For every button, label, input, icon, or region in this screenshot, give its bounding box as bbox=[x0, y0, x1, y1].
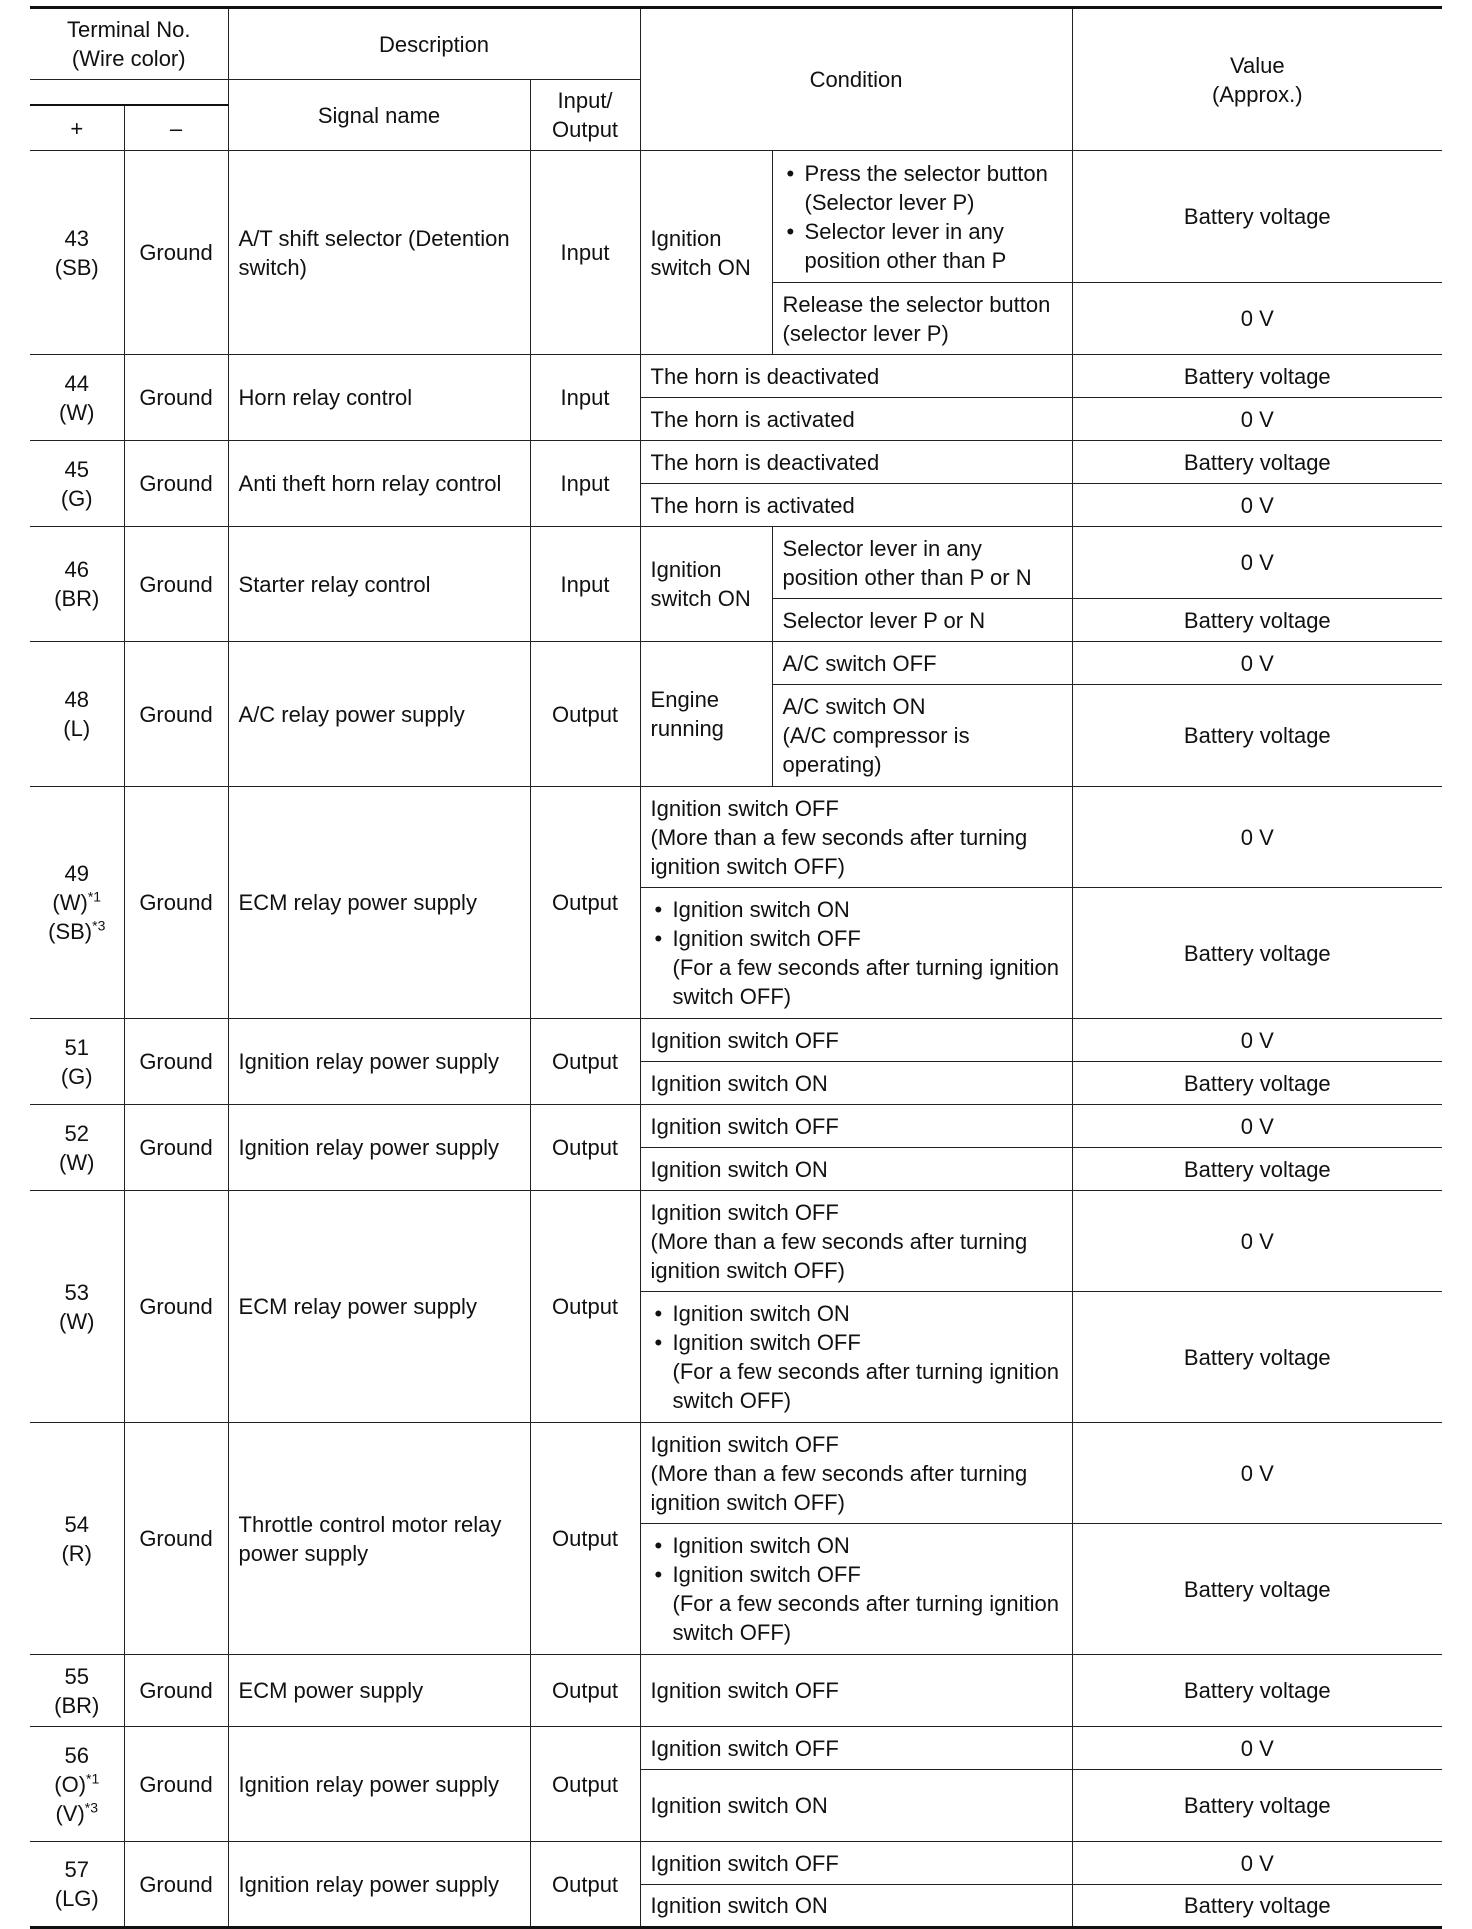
condition-cell bbox=[772, 685, 1072, 787]
terminal-number: 51 bbox=[64, 1034, 89, 1060]
value-cell: Battery voltage bbox=[1072, 1524, 1442, 1655]
terminal-number: 52 bbox=[64, 1120, 89, 1146]
condition-cell: Ignition switch ON bbox=[640, 1148, 1072, 1191]
bullet-item: • Ignition switch ON bbox=[651, 895, 1062, 924]
condition-subnote: (For a few seconds after turning ignition switch OFF) bbox=[672, 955, 1059, 1009]
value-cell: 0 V bbox=[1072, 283, 1442, 355]
condition-line: Ignition switch OFF bbox=[650, 1431, 839, 1457]
approx-label: (Approx.) bbox=[1212, 81, 1303, 107]
wire-color: (G) bbox=[60, 1063, 93, 1089]
terminal-cell bbox=[30, 441, 124, 527]
footnote-mark: *3 bbox=[92, 917, 106, 934]
description-header: Description bbox=[228, 8, 640, 80]
io-cell: Input bbox=[530, 441, 640, 527]
table-row bbox=[30, 151, 1442, 283]
condition-bullets bbox=[651, 1299, 1062, 1357]
terminal-cell bbox=[30, 1191, 124, 1423]
condition-cell: Ignition switch ON bbox=[640, 1062, 1072, 1105]
signal-name-cell: A/T shift selector (Detention switch) bbox=[228, 151, 530, 355]
condition-main-cell: Ignition switch ON bbox=[640, 527, 772, 642]
terminal-number: 55 bbox=[64, 1663, 89, 1689]
table-row bbox=[30, 787, 1442, 888]
value-cell: 0 V bbox=[1072, 398, 1442, 441]
value-cell: Battery voltage bbox=[1072, 599, 1442, 642]
terminal-cell bbox=[30, 1655, 124, 1727]
condition-line: (More than a few seconds after turning ignition switch OFF) bbox=[650, 1228, 1028, 1283]
condition-subnote: (For a few seconds after turning ignition switch OFF) bbox=[672, 1591, 1059, 1645]
signal-name-cell: Ignition relay power supply bbox=[228, 1727, 530, 1842]
value-cell: Battery voltage bbox=[1072, 1292, 1442, 1423]
wire-color: (G) bbox=[60, 485, 93, 511]
condition-cell bbox=[772, 151, 1072, 283]
condition-cell bbox=[640, 1524, 1072, 1655]
condition-cell: Ignition switch ON bbox=[640, 1770, 1072, 1842]
footnote-mark: *1 bbox=[87, 888, 102, 905]
condition-cell: Selector lever in any position other than P or N bbox=[772, 527, 1072, 599]
terminal-cell bbox=[30, 787, 124, 1019]
value-cell: Battery voltage bbox=[1072, 888, 1442, 1019]
wire-color: (BR) bbox=[54, 586, 100, 611]
terminal-number: 53 bbox=[64, 1279, 89, 1305]
ground-cell: Ground bbox=[124, 1423, 228, 1655]
io-cell: Input bbox=[530, 151, 640, 355]
condition-bullets bbox=[651, 895, 1062, 953]
table-row bbox=[30, 1423, 1442, 1524]
io-cell: Output bbox=[530, 1655, 640, 1727]
value-cell: Battery voltage bbox=[1072, 151, 1442, 283]
wire-color-2: (V) bbox=[55, 1800, 85, 1826]
wire-color bbox=[40, 1770, 114, 1799]
table-row bbox=[30, 441, 1442, 484]
value-cell: 0 V bbox=[1072, 1105, 1442, 1148]
bullet-item: • Ignition switch ON bbox=[651, 1299, 1062, 1328]
value-cell: 0 V bbox=[1072, 1019, 1442, 1062]
ecm-terminal-table-document bbox=[30, 6, 1442, 1929]
signal-name-cell: Horn relay control bbox=[228, 355, 530, 441]
table-row bbox=[30, 1019, 1442, 1062]
condition-cell: Selector lever P or N bbox=[772, 599, 1072, 642]
wire-color bbox=[40, 888, 114, 917]
terminal-number: 45 bbox=[64, 456, 89, 482]
terminal-number: 49 bbox=[64, 861, 89, 886]
input-output-header: Input/ Output bbox=[530, 80, 640, 151]
value-cell: 0 V bbox=[1072, 527, 1442, 599]
condition-cell: Ignition switch OFF bbox=[640, 1842, 1072, 1885]
wire-color: (W) bbox=[59, 399, 95, 425]
table-row bbox=[30, 1655, 1442, 1727]
wire-color: (L) bbox=[63, 716, 91, 741]
wire-color: (R) bbox=[61, 1540, 93, 1566]
minus-header: – bbox=[124, 105, 228, 150]
signal-name-cell: ECM power supply bbox=[228, 1655, 530, 1727]
io-cell: Output bbox=[530, 642, 640, 787]
condition-cell: The horn is activated bbox=[640, 398, 1072, 441]
wire-color: (SB) bbox=[54, 254, 99, 280]
condition-cell bbox=[640, 787, 1072, 888]
bullet-item: • Selector lever in any position other than P bbox=[783, 217, 1062, 275]
table-row bbox=[30, 1727, 1442, 1770]
io-cell: Output bbox=[530, 1105, 640, 1191]
wire-color bbox=[40, 1799, 114, 1828]
condition-header: Condition bbox=[640, 8, 1072, 151]
condition-bullets bbox=[651, 1531, 1062, 1589]
ground-cell: Ground bbox=[124, 787, 228, 1019]
wire-color: (W) bbox=[59, 1149, 95, 1175]
table-row bbox=[30, 1191, 1442, 1292]
table-row bbox=[30, 355, 1442, 398]
value-cell: 0 V bbox=[1072, 484, 1442, 527]
table-row bbox=[30, 1105, 1442, 1148]
terminal-number: 44 bbox=[64, 370, 89, 396]
wire-color-1: (O) bbox=[54, 1771, 87, 1797]
io-cell: Input bbox=[530, 527, 640, 642]
ground-cell: Ground bbox=[124, 1655, 228, 1727]
terminal-no-label: Terminal No. bbox=[67, 17, 191, 42]
wire-color-label: (Wire color) bbox=[71, 46, 186, 71]
signal-name-cell: Throttle control motor relay power supply bbox=[228, 1423, 530, 1655]
value-header bbox=[1072, 8, 1442, 151]
terminal-cell bbox=[30, 642, 124, 787]
ground-cell: Ground bbox=[124, 1191, 228, 1423]
signal-name-cell: ECM relay power supply bbox=[228, 787, 530, 1019]
ground-cell: Ground bbox=[124, 1019, 228, 1105]
terminal-number: 43 bbox=[64, 225, 89, 251]
footnote-mark: *1 bbox=[86, 1770, 100, 1787]
value-cell: Battery voltage bbox=[1072, 1655, 1442, 1727]
condition-cell: Ignition switch OFF bbox=[640, 1105, 1072, 1148]
value-cell: 0 V bbox=[1072, 1842, 1442, 1885]
terminal-number: 46 bbox=[64, 557, 89, 582]
signal-name-cell: Ignition relay power supply bbox=[228, 1019, 530, 1105]
io-cell: Output bbox=[530, 1191, 640, 1423]
condition-line: A/C switch ON bbox=[782, 694, 926, 719]
condition-cell bbox=[640, 1191, 1072, 1292]
io-cell: Output bbox=[530, 1842, 640, 1928]
wire-color-1: (W) bbox=[52, 890, 88, 915]
value-cell: 0 V bbox=[1072, 1423, 1442, 1524]
terminal-number: 57 bbox=[64, 1857, 89, 1882]
signal-name-header: Signal name bbox=[228, 80, 530, 151]
value-cell: Battery voltage bbox=[1072, 1148, 1442, 1191]
signal-name-cell: Starter relay control bbox=[228, 527, 530, 642]
condition-bullets bbox=[783, 159, 1062, 275]
table-row bbox=[30, 527, 1442, 599]
condition-main-cell: Engine running bbox=[640, 642, 772, 787]
signal-name-cell: Ignition relay power supply bbox=[228, 1105, 530, 1191]
wire-color: (BR) bbox=[54, 1692, 100, 1718]
condition-main-cell: Ignition switch ON bbox=[640, 151, 772, 355]
condition-cell: Release the selector button (selector lever P) bbox=[772, 283, 1072, 355]
terminal-no-header bbox=[30, 8, 228, 80]
condition-cell: Ignition switch OFF bbox=[640, 1727, 1072, 1770]
terminal-cell bbox=[30, 355, 124, 441]
header-row-1 bbox=[30, 8, 1442, 80]
value-cell: 0 V bbox=[1072, 642, 1442, 685]
ground-cell: Ground bbox=[124, 441, 228, 527]
terminal-cell bbox=[30, 1105, 124, 1191]
condition-cell bbox=[640, 1423, 1072, 1524]
terminal-number: 48 bbox=[64, 687, 89, 712]
ground-cell: Ground bbox=[124, 1105, 228, 1191]
terminal-cell bbox=[30, 1423, 124, 1655]
value-cell: 0 V bbox=[1072, 1191, 1442, 1292]
bullet-item: • Ignition switch OFF bbox=[651, 924, 1062, 953]
plus-header: + bbox=[30, 105, 124, 150]
bullet-item: • Press the selector button (Selector lever P) bbox=[783, 159, 1062, 217]
condition-cell: Ignition switch ON bbox=[640, 1885, 1072, 1928]
condition-line: Ignition switch OFF bbox=[650, 1199, 839, 1225]
value-cell: Battery voltage bbox=[1072, 1062, 1442, 1105]
table-row bbox=[30, 642, 1442, 685]
condition-line: (More than a few seconds after turning ignition switch OFF) bbox=[650, 824, 1028, 879]
terminal-cell bbox=[30, 1842, 124, 1928]
condition-cell: Ignition switch OFF bbox=[640, 1019, 1072, 1062]
condition-line: (A/C compressor is operating) bbox=[782, 723, 970, 777]
terminal-cell bbox=[30, 151, 124, 355]
value-cell: Battery voltage bbox=[1072, 1885, 1442, 1928]
terminal-cell bbox=[30, 1019, 124, 1105]
value-cell: Battery voltage bbox=[1072, 685, 1442, 787]
ground-cell: Ground bbox=[124, 527, 228, 642]
condition-line: Ignition switch OFF bbox=[650, 795, 839, 821]
condition-cell: The horn is deactivated bbox=[640, 355, 1072, 398]
bullet-item: • Ignition switch OFF bbox=[651, 1560, 1062, 1589]
signal-name-cell: A/C relay power supply bbox=[228, 642, 530, 787]
footnote-mark: *3 bbox=[84, 1799, 99, 1816]
signal-name-cell: ECM relay power supply bbox=[228, 1191, 530, 1423]
ground-cell: Ground bbox=[124, 355, 228, 441]
condition-cell: A/C switch OFF bbox=[772, 642, 1072, 685]
condition-line: (More than a few seconds after turning ignition switch OFF) bbox=[650, 1460, 1028, 1515]
io-cell: Output bbox=[530, 1423, 640, 1655]
io-cell: Output bbox=[530, 1727, 640, 1842]
condition-cell: The horn is deactivated bbox=[640, 441, 1072, 484]
terminal-cell bbox=[30, 1727, 124, 1842]
value-label: Value bbox=[1229, 52, 1285, 78]
ground-cell: Ground bbox=[124, 642, 228, 787]
condition-cell: Ignition switch OFF bbox=[640, 1655, 1072, 1727]
wire-color: (W) bbox=[59, 1308, 95, 1334]
condition-cell: The horn is activated bbox=[640, 484, 1072, 527]
terminal-no-spacer bbox=[30, 80, 228, 106]
condition-cell bbox=[640, 888, 1072, 1019]
value-cell: Battery voltage bbox=[1072, 1770, 1442, 1842]
value-cell: Battery voltage bbox=[1072, 441, 1442, 484]
ground-cell: Ground bbox=[124, 1842, 228, 1928]
value-cell: Battery voltage bbox=[1072, 355, 1442, 398]
value-cell: 0 V bbox=[1072, 787, 1442, 888]
wire-color: (LG) bbox=[54, 1886, 99, 1911]
ground-cell: Ground bbox=[124, 151, 228, 355]
value-cell: 0 V bbox=[1072, 1727, 1442, 1770]
table-row bbox=[30, 1842, 1442, 1885]
ecm-terminal-table bbox=[30, 6, 1442, 1929]
terminal-number: 56 bbox=[64, 1742, 89, 1768]
ground-cell: Ground bbox=[124, 1727, 228, 1842]
wire-color bbox=[40, 917, 114, 946]
signal-name-cell: Ignition relay power supply bbox=[228, 1842, 530, 1928]
bullet-item: • Ignition switch ON bbox=[651, 1531, 1062, 1560]
wire-color-2: (SB) bbox=[48, 919, 93, 944]
terminal-cell bbox=[30, 527, 124, 642]
io-cell: Output bbox=[530, 787, 640, 1019]
signal-name-cell: Anti theft horn relay control bbox=[228, 441, 530, 527]
bullet-item: • Ignition switch OFF bbox=[651, 1328, 1062, 1357]
terminal-number: 54 bbox=[64, 1511, 89, 1537]
io-cell: Input bbox=[530, 355, 640, 441]
io-cell: Output bbox=[530, 1019, 640, 1105]
condition-subnote: (For a few seconds after turning ignition switch OFF) bbox=[672, 1359, 1059, 1413]
condition-cell bbox=[640, 1292, 1072, 1423]
